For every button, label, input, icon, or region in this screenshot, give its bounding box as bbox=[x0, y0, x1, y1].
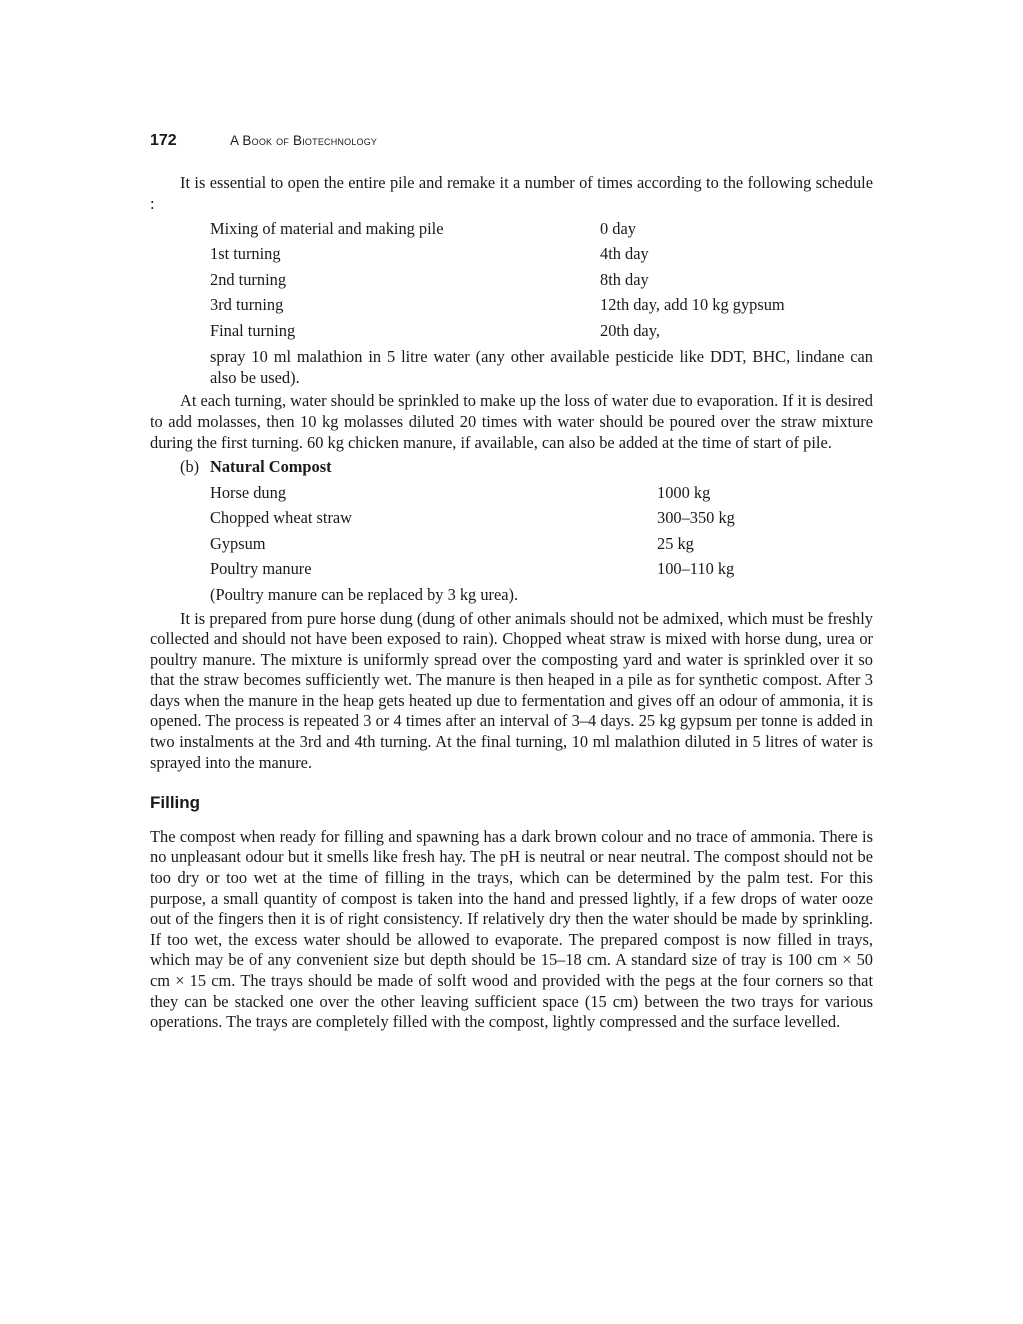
ingredient-amount: 100–110 kg bbox=[657, 559, 735, 579]
poultry-note: (Poultry manure can be replaced by 3 kg urea). bbox=[210, 584, 519, 604]
schedule-step: 1st turning bbox=[210, 244, 281, 264]
schedule-step: 2nd turning bbox=[210, 269, 287, 289]
natural-compost-ingredients bbox=[150, 480, 873, 582]
preparation-paragraph: It is prepared from pure horse dung (dung of other animals should not be admixed, which must be freshly collected and should not have been exposed to rain). Chopped wheat straw is mixed with horse dung, urea or poultry manure. The mixture is uniformly spread over the composting yard and water is sprinkled over it so that the straw becomes sufficiently wet. The manure is then heaped in a pile as for synthetic compost. After 3 days when the manure in the heap gets heated up due to fermentation and gives off an odour of ammonia, it is opened. The process is repeated 3 or 4 times after an interval of 3–4 days. 25 kg gypsum per tonne is added in two instalments at the 3rd and 4th turning. At the final turning, 10 ml malathion diluted in 5 litres of water is sprayed into the manure. bbox=[150, 608, 873, 772]
intro-paragraph: It is essential to open the entire pile and remake it a number of times according to the following schedule : bbox=[150, 173, 873, 213]
section-heading-filling: Filling bbox=[150, 793, 201, 813]
ingredient-row bbox=[150, 480, 873, 506]
turning-paragraph: At each turning, water should be sprinkled to make up the loss of water due to evaporation. If it is desired to add molasses, then 10 kg molasses diluted 20 times with water should be poured over the straw mixture during the first turning. 60 kg chicken manure, if available, can also be added at the time of start of pile. bbox=[150, 391, 873, 452]
running-title: A Book of Biotechnology bbox=[230, 133, 378, 148]
schedule-row bbox=[150, 293, 873, 319]
subsection-title: Natural Compost bbox=[210, 457, 332, 477]
ingredient-row bbox=[150, 531, 873, 557]
schedule-step: 3rd turning bbox=[210, 295, 284, 315]
ingredient-name: Gypsum bbox=[210, 533, 266, 553]
schedule-row bbox=[150, 319, 873, 345]
ingredient-name: Horse dung bbox=[210, 482, 287, 502]
ingredient-row bbox=[150, 557, 873, 583]
ingredient-amount: 300–350 kg bbox=[657, 508, 735, 528]
ingredient-amount: 1000 kg bbox=[657, 482, 711, 502]
schedule-time: 4th day bbox=[600, 244, 649, 264]
schedule-row bbox=[150, 267, 873, 293]
schedule-time: 8th day bbox=[600, 269, 649, 289]
ingredient-amount: 25 kg bbox=[657, 533, 694, 553]
subsection-label: (b) bbox=[180, 457, 200, 477]
schedule-note: spray 10 ml malathion in 5 litre water (any other available pesticide like DDT, BHC, lindane can also be used). bbox=[210, 347, 873, 387]
ingredient-row bbox=[150, 506, 873, 532]
page-number: 172 bbox=[150, 132, 177, 149]
natural-compost-heading bbox=[150, 455, 873, 480]
page-body bbox=[150, 173, 873, 1033]
schedule-time: 20th day, bbox=[600, 321, 660, 341]
schedule-row bbox=[150, 242, 873, 268]
page-header bbox=[150, 132, 377, 154]
turning-schedule bbox=[150, 216, 873, 388]
filling-paragraph: The compost when ready for filling and spawning has a dark brown colour and no trace of ammonia. There is no unpleasant odour but it smells like fresh hay. The pH is neutral or near neutral. The compost should not be too dry or too wet at the time of filling in the trays, which can be determined by the palm test. For this purpose, a small quantity of compost is taken into the hand and pressed lightly, if a few drops of water ooze out of the fingers then it is of right consistency. If relatively dry then the water should be made by sprinkling. If too wet, the excess water should be allowed to evaporate. The prepared compost is now filled in trays, which may be of any convenient size but depth should be 15–18 cm. A standard size of tray is 100 cm × 50 cm × 15 cm. The trays should be made of solft wood and provided with the pegs at the four corners so that they can be stacked one over the other leaving sufficient space (15 cm) between the two trays for various operations. The trays are completely filled with the compost, lightly compressed and the surface levelled. bbox=[150, 826, 873, 1032]
schedule-time: 0 day bbox=[600, 218, 636, 238]
ingredient-name: Chopped wheat straw bbox=[210, 508, 353, 528]
schedule-time: 12th day, add 10 kg gypsum bbox=[600, 295, 785, 315]
schedule-step: Final turning bbox=[210, 321, 296, 341]
schedule-row bbox=[150, 216, 873, 242]
ingredient-name: Poultry manure bbox=[210, 559, 312, 579]
schedule-step: Mixing of material and making pile bbox=[210, 218, 444, 238]
